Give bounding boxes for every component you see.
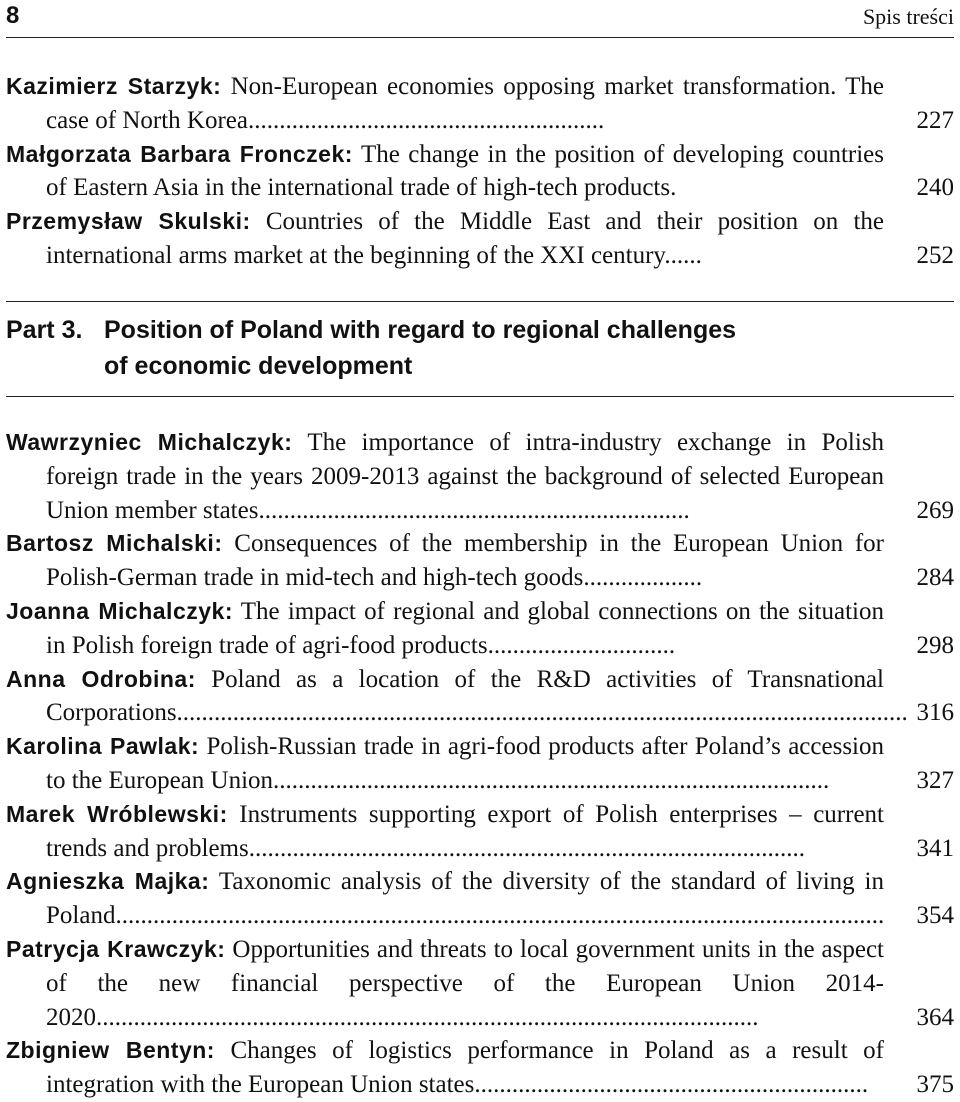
toc-entry-text (6, 865, 884, 933)
toc-entry-title: Changes of logistics performance in Poland as a result of integration with the European Union states (46, 1037, 884, 1099)
toc-entry-leader-dots: ................... (583, 564, 703, 592)
toc-entry (6, 933, 954, 1034)
toc-entry-page: 354 (916, 902, 954, 930)
toc-entry-text (6, 595, 884, 663)
part-label: Part 3. (6, 316, 83, 344)
toc-entry-author: Wawrzyniec Michalczyk: (6, 429, 293, 455)
toc-entry (6, 1034, 954, 1102)
toc-entry (6, 138, 954, 206)
toc-list-part2-end (6, 70, 954, 273)
toc-entry-title: Consequences of the membership in the European Union for Polish-German trade in mid-tech and high-tech goods (46, 530, 885, 592)
toc-entry (6, 426, 954, 527)
toc-entry (6, 865, 954, 933)
toc-entry-author: Marek Wróblewski: (6, 800, 228, 827)
toc-entry-title: The impact of regional and global connections on the situation in Polish foreign trade of agri-food products (46, 597, 884, 659)
toc-entry-title: Instruments supporting export of Polish enterprises – current trends and problems (46, 800, 884, 862)
toc-entry-text (6, 933, 884, 1034)
toc-entry-leader-dots: ............................................................... (474, 1071, 869, 1099)
toc-entry-title: Opportunities and threats to local government units in the aspect of the new financial perspective of the European Union 2014-2020 (46, 935, 884, 1031)
toc-entry-author: Zbigniew Bentyn: (6, 1037, 215, 1064)
toc-entry-title: Poland as a location of the R&D activities of Transnational Corporations (46, 665, 884, 727)
toc-entry-author: Karolina Pawlak: (6, 733, 200, 760)
toc-entry-text (6, 730, 884, 798)
toc-entry-title: Polish-Russian trade in agri-food products after Poland’s accession to the European Union (46, 733, 885, 794)
toc-entry-author: Bartosz Michalski: (6, 530, 223, 557)
part-title-line2: of economic development (104, 352, 413, 380)
toc-entry-text (6, 205, 884, 273)
toc-entry (6, 527, 954, 595)
toc-entry-page: 284 (916, 564, 954, 592)
toc-entry-text (6, 798, 884, 866)
toc-entry-page: 298 (916, 631, 954, 659)
toc-entry-leader-dots: .......................................................................................................... (96, 1003, 759, 1031)
toc-entry (6, 730, 954, 798)
toc-entry-page: 364 (916, 1003, 954, 1031)
toc-entry-text (6, 70, 884, 138)
toc-entry-author: Małgorzata Barbara Fronczek: (6, 140, 353, 167)
toc-entry-author: Patrycja Krawczyk: (6, 935, 226, 962)
toc-entry-leader-dots: ........................................................................................................................... (115, 902, 885, 930)
toc-entry-page: 316 (916, 699, 954, 727)
toc-entry-page: 227 (916, 106, 954, 134)
page-number: 8 (6, 2, 20, 29)
toc-entry-title: The importance of intra-industry exchange in Polish foreign trade in the years 2009-2013 against the background of selected European Union member states (46, 429, 884, 524)
toc-entry-author: Przemysław Skulski: (6, 208, 251, 235)
toc-entry-leader-dots: ......................................................................................... (248, 834, 805, 862)
toc-entry-author: Anna Odrobina: (6, 665, 196, 692)
toc-entry-title: Countries of the Middle East and their position on the international arms market at the beginning of the XXI century (46, 208, 884, 269)
toc-entry-author: Kazimierz Starzyk: (6, 73, 222, 99)
toc-entry-leader-dots: ......................................................................................... (273, 766, 830, 794)
toc-entry (6, 70, 954, 138)
toc-entry (6, 663, 954, 731)
toc-entry-title: Taxonomic analysis of the diversity of the standard of living in Poland (46, 868, 884, 930)
toc-entry-page: 341 (916, 834, 954, 862)
toc-entry-title: The change in the position of developing countries of Eastern Asia in the international trade of high-tech products. (46, 140, 884, 202)
toc-entry-page: 375 (916, 1071, 954, 1099)
running-head: Spis treści (862, 4, 954, 29)
header-rule (6, 37, 954, 38)
part-rule-top (6, 301, 954, 302)
toc-entry-leader-dots: ......................................................... (248, 106, 605, 134)
toc-entry-page: 240 (916, 174, 954, 202)
toc-entry-author: Agnieszka Majka: (6, 868, 210, 895)
toc-entry (6, 595, 954, 663)
toc-entry-leader-dots: ..................................................................... (258, 496, 690, 524)
toc-entry-title: Non-European economies opposing market transformation. The case of North Korea (46, 73, 885, 134)
toc-list-part3 (6, 426, 954, 1102)
toc-entry-page: 327 (916, 766, 954, 794)
toc-entry-leader-dots: ...... (664, 241, 702, 269)
toc-entry-leader-dots: .............................. (487, 631, 676, 659)
toc-entry-page: 252 (916, 241, 954, 269)
toc-entry-leader-dots: ..................................................................................................................... (176, 699, 908, 727)
toc-entry-text (6, 527, 884, 595)
toc-entry-text (6, 426, 884, 527)
toc-entry-page: 269 (916, 496, 954, 524)
part-heading (6, 312, 906, 384)
part-rule-bottom (6, 396, 954, 397)
toc-entry-text (6, 138, 884, 206)
page-header (6, 0, 954, 38)
toc-entry-text (6, 1034, 884, 1102)
toc-entry-author: Joanna Michalczyk: (6, 597, 233, 624)
toc-entry-text (6, 663, 908, 731)
part-title-line1: Position of Poland with regard to regional challenges (104, 316, 737, 344)
toc-entry (6, 205, 954, 273)
toc-entry (6, 798, 954, 866)
